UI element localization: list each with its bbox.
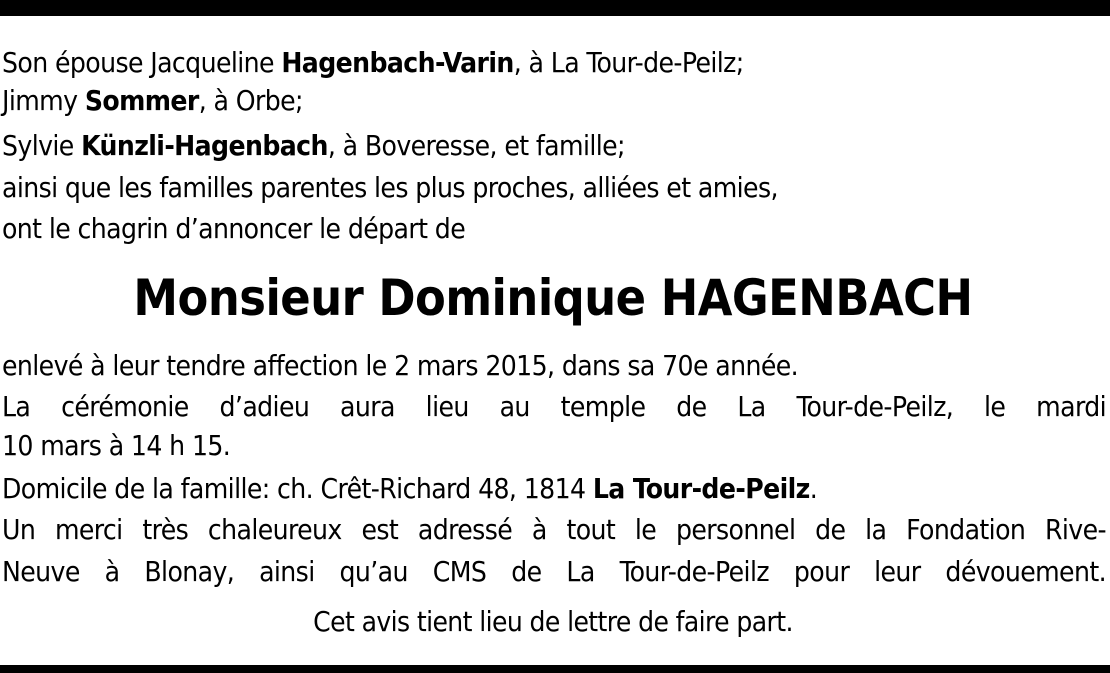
daughter-location: , à Boveresse, et famille; bbox=[327, 129, 625, 162]
family-line-spouse bbox=[2, 45, 744, 81]
relatives-line: ainsi que les familles parentes les plus proches, alliées et amies, bbox=[2, 171, 778, 204]
spouse-surname: Hagenbach-Varin bbox=[281, 46, 514, 79]
closing-line: Cet avis tient lieu de lettre de faire part. bbox=[313, 605, 793, 638]
son-prefix: Jimmy bbox=[2, 84, 85, 117]
son-location: , à Orbe; bbox=[198, 84, 303, 117]
announce-line: ont le chagrin d’annoncer le départ de bbox=[2, 212, 466, 245]
domicile-prefix: Domicile de la famille: ch. Crêt-Richard 48, 1814 bbox=[2, 472, 593, 505]
domicile-town: La Tour-de-Peilz bbox=[592, 472, 810, 505]
domicile-line bbox=[2, 471, 817, 507]
daughter-surname: Künzli-Hagenbach bbox=[81, 129, 328, 162]
daughter-prefix: Sylvie bbox=[2, 129, 82, 162]
spouse-location: , à La Tour-de-Peilz; bbox=[513, 46, 744, 79]
top-border-rule bbox=[0, 0, 1110, 16]
thanks-line-1: Un merci très chaleureux est adressé à tout le personnel de la Fondation Rive- bbox=[2, 513, 1106, 546]
son-surname: Sommer bbox=[84, 84, 199, 117]
family-line-son bbox=[2, 83, 303, 119]
domicile-suffix: . bbox=[809, 472, 818, 505]
thanks-line-2: Neuve à Blonay, ainsi qu’au CMS de La Tour-de-Peilz pour leur dévouement. bbox=[2, 555, 1106, 588]
ceremony-line-2: 10 mars à 14 h 15. bbox=[2, 429, 231, 462]
ceremony-line-1: La cérémonie d’adieu aura lieu au temple de La Tour-de-Peilz, le mardi bbox=[2, 390, 1106, 423]
death-line: enlevé à leur tendre affection le 2 mars 2015, dans sa 70e année. bbox=[2, 349, 799, 382]
spouse-prefix: Son épouse Jacqueline bbox=[2, 46, 282, 79]
family-line-daughter bbox=[2, 128, 625, 164]
deceased-name: Monsieur Dominique HAGENBACH bbox=[133, 269, 973, 327]
bottom-border-rule bbox=[0, 665, 1110, 673]
